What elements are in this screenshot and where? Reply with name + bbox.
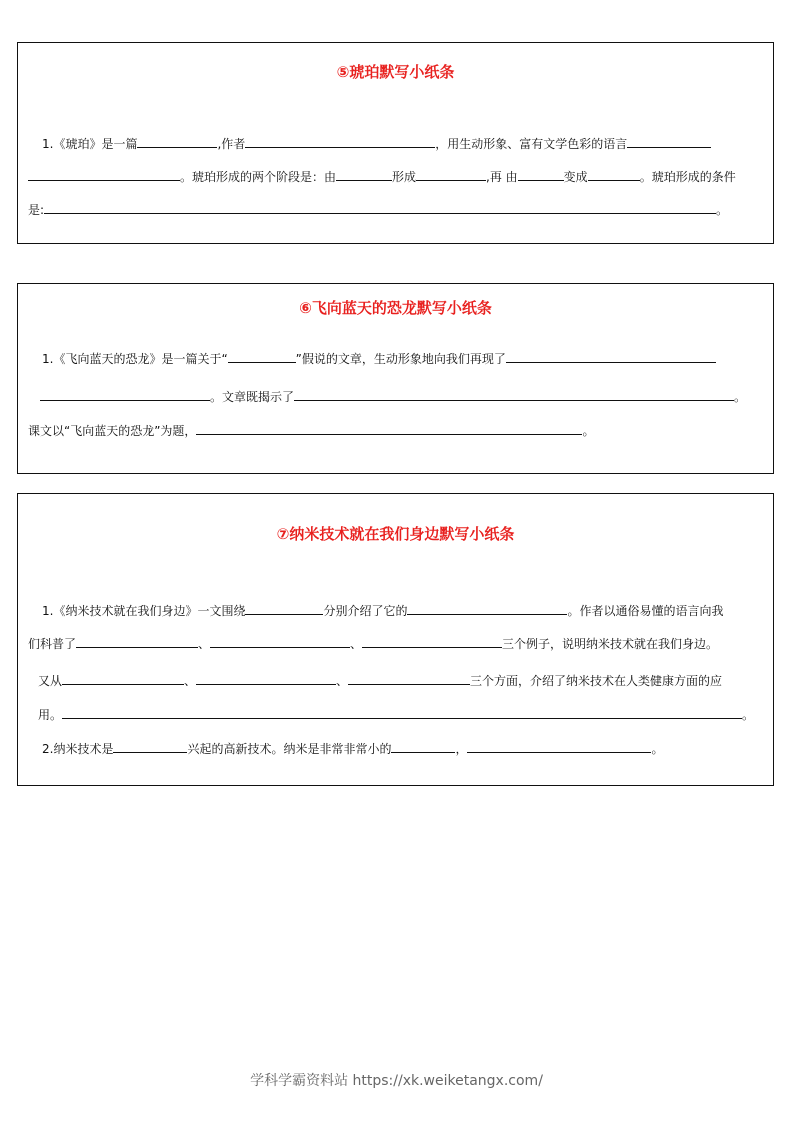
s7-line-4: 用。 。 <box>38 708 755 722</box>
blank[interactable] <box>210 635 350 648</box>
blank[interactable] <box>506 350 716 363</box>
blank[interactable] <box>467 740 651 753</box>
blank[interactable] <box>294 388 734 401</box>
section-6-title: ⑥飞向蓝天的恐龙默写小纸条 <box>299 299 492 317</box>
s6-line-1: 1.《飞向蓝天的恐龙》是一篇关于“ ”假说的文章，生动形象地向我们再现了 <box>42 350 765 367</box>
section-6-box <box>17 283 774 474</box>
blank[interactable] <box>416 168 486 181</box>
section-7-title: ⑦纳米技术就在我们身边默写小纸条 <box>276 525 515 543</box>
blank[interactable] <box>588 168 640 181</box>
section-5-box <box>17 42 774 244</box>
section-7-box <box>17 493 774 786</box>
blank[interactable] <box>336 168 392 181</box>
s5-line-3: 是: 。 <box>28 203 729 217</box>
blank[interactable] <box>76 635 198 648</box>
blank[interactable] <box>28 168 180 181</box>
s5-line-1: 1.《琥珀》是一篇 ,作者 ，用生动形象、富有文学色彩的语言 <box>42 135 765 152</box>
blank[interactable] <box>62 706 742 719</box>
blank[interactable] <box>245 602 323 615</box>
blank[interactable] <box>518 168 564 181</box>
blank[interactable] <box>196 422 582 435</box>
blank[interactable] <box>228 350 296 363</box>
blank[interactable] <box>196 672 336 685</box>
blank[interactable] <box>40 388 210 401</box>
section-5-title: ⑤琥珀默写小纸条 <box>336 63 455 81</box>
blank[interactable] <box>391 740 455 753</box>
blank[interactable] <box>44 201 716 214</box>
blank[interactable] <box>245 135 435 148</box>
s7-line-1: 1.《纳米技术就在我们身边》一文围绕 分别介绍了它的 。作者以通俗易懂的语言向我 <box>42 604 724 618</box>
s7-line-5: 2.纳米技术是 兴起的高新技术。纳米是非常非常小的 ， 。 <box>42 742 664 756</box>
blank[interactable] <box>137 135 217 148</box>
blank[interactable] <box>627 135 711 148</box>
blank[interactable] <box>62 672 184 685</box>
blank[interactable] <box>113 740 187 753</box>
s6-line-2: 。文章既揭示了 。 <box>40 388 765 405</box>
s5-line-2: 。琥珀形成的两个阶段是：由 形成 ,再 由 变成 。琥珀形成的条件 <box>28 168 765 185</box>
s7-line-2: 们科普了 、 、 三个例子，说明纳米技术就在我们身边。 <box>28 637 719 651</box>
blank[interactable] <box>407 602 567 615</box>
blank[interactable] <box>362 635 502 648</box>
footer-watermark: 学科学霸资料站 https://xk.weiketangx.com/ <box>250 1073 543 1089</box>
s6-line-3: 课文以“飞向蓝天的恐龙”为题， 。 <box>28 424 595 438</box>
blank[interactable] <box>348 672 470 685</box>
s7-line-3: 又从 、 、 三个方面，介绍了纳米技术在人类健康方面的应 <box>38 674 723 688</box>
